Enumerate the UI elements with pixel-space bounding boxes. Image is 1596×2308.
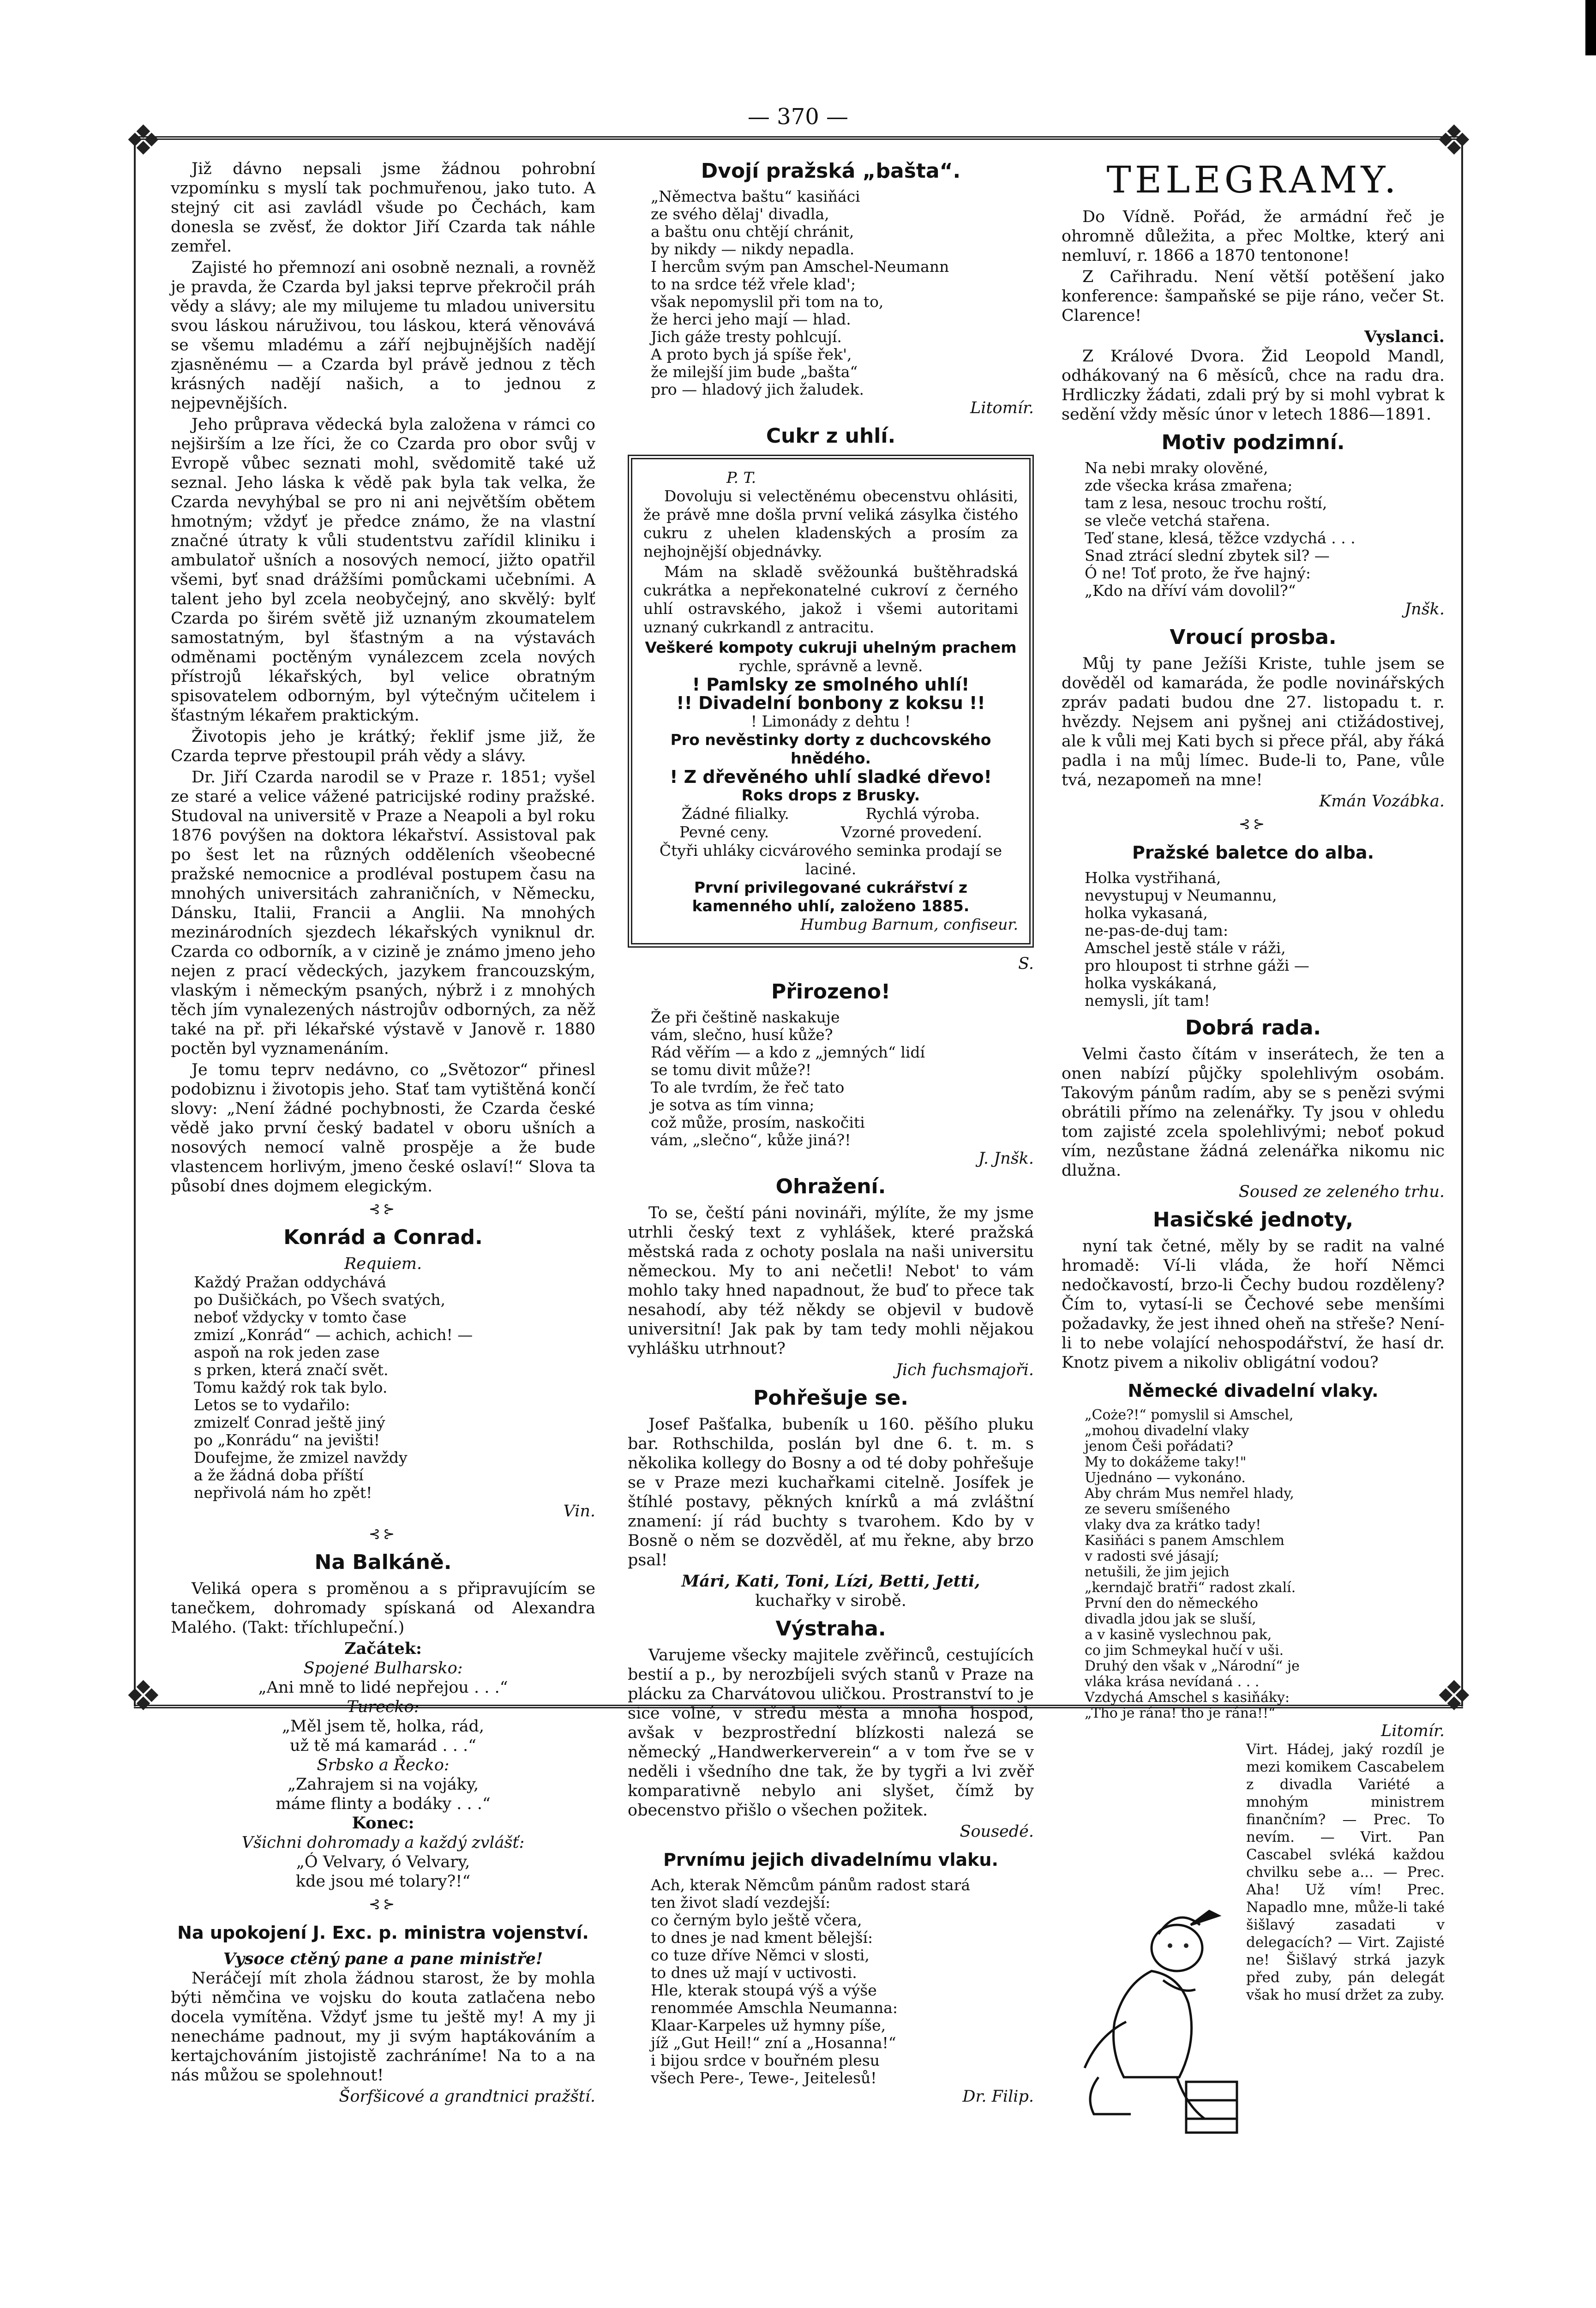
role-line: „Ó Velvary, ó Velvary, kde jsou mé tolary?!“ [295,1853,471,1891]
corner-ornament-icon: ❖ [1435,1672,1473,1720]
role-label: Spojené Bulharsko: [303,1659,463,1677]
signature: Soused ze zeleného trhu. [1238,1183,1445,1201]
article-title: Hasičské jednoty, [1152,1208,1354,1232]
advertisement-box [628,455,1034,948]
article-title: Na Balkáně. [314,1551,452,1574]
signature: Jnšk. [1404,600,1445,619]
obituary-paragraph: Dr. Jiří Czarda narodil se v Praze r. 1851; vyšel ze staré a velice vážené patricijské rodiny pražské. Studoval na universitě v Praze a Neapoli a byl roku 1876 povýšen na doktora lékařství. Assistoval pak po šest let na různých odděleních všeobecné pražské nemocnice a prodléval postupem času na mnohých universitách zahraničních, v Německu, Dánsku, Italii, Francii a Anglii. Na mnohých mezinárodních sjezdech lékařských vyniknul dr. Czarda co odborník, a v cizině je známo jmeno jeho nejen z prací vědeckých, jazykem francouzským, vlaským i německým psaných, nýbrž i z mnohých těch jím vynalezených nástrojův odborných, za něž také na př. při lékařské výstavě v Janově r. 1880 poctěn byl vyznamenáním. [171,768,595,1058]
ad-text: Žádné filialky. [681,805,789,823]
column-2 [628,159,1034,2106]
separator-ornament: ⊰⊱ [368,1896,398,1912]
poem: „Němectva baštu“ kasiňáci ze svého dělaj' divadla, a baštu onu chtějí chránit, by nikdy — nikdy nepadla. I hercům svým pan Amschel-Neumann to na srdce též vřele klad'; však nepomyslil při tom na to, že herci jeho mají — hlad. Jich gáže tresty pohlcují. A proto bych já spíše řek', že milejší jim bude „bašta“ pro — hladový jich žaludek. [651,187,949,398]
signature: Jich fuchsmajoři. [895,1361,1034,1379]
article-title: Dvojí pražská „bašta“. [701,159,961,183]
poem: „Coże?!“ pomyslil si Amschel, „mohou divadelní vlaky jenom Češi pořádati? My to dokážeme taky!" Ujednáno — vykonáno. Aby chrám Mus nemřel hlady, ze severu smíšeného vlaky dva za krátko tady! Kasiňáci s panem Amschlem v radosti své jásají; netušili, že jim jejich „kerndajč bratři“ radost zkalí. První den do německého divadla jdou jak se sluší, a v kasině vyslechnou pak, co jim Schmeykal hučí v uši. Druhý den však v „Národní“ je vláka krása nevídaná . . . Vzdychá Amschel s kasiňáky: „Tho je rána! tho je rána!!“ [1085,1407,1300,1721]
role-line: „Zahrajem si na vojáky, máme flinty a bodáky . . .“ [276,1775,491,1813]
ad-text: ! Limonády z dehtu ! [750,712,911,730]
ad-headline: !! Divadelní bonbony z koksu !! [676,693,985,713]
separator-ornament: ⊰⊱ [1238,816,1268,832]
poem: Ach, kterak Němcům pánům radost stará ten život sladí vezdejší: co černým bylo ještě včera, to dnes je nad kment bělejší: co tuze dříve Němci v slosti, to dnes už mají v uctivosti. Hle, kterak stoupá výš a výše renommée Amschla Neumanna: Klaar-Karpeles už hymny píše, jíž „Gut Heil!“ zní a „Hosanna!“ i bijou srdce v bouřném plesu všech Pere-, Tewe-, Jeitelesů! [651,1876,971,2087]
article-text: Můj ty pane Ježíši Kriste, tuhle jsem se dověděl od kamaráda, že podle novinářských zpráv padati budou dne 27. listopadu t. r. hvězdy. Nejsem ani pyšnej ani ctižádostivej, ale k vůli mej Kati bych si přece přál, aby řáká padla i na můj límec. Bude-li to, Pane, vůle tvá, nezapomeň na mne! [1062,655,1445,789]
article-text: Velmi často čítám v inserátech, že ten a onen nabízí půjčky spolehlivým osobám. Takovým pánům radím, aby se s penězi svými obrátili přímo na zelenářky. Ty jsou v ohledu tom zajisté zcela spolehlivými; neboť pokud vím, nezůstane žádná zelenářka nikomu nic dlužna. [1062,1045,1445,1180]
separator-ornament: ⊰⊱ [368,1526,398,1542]
telegram-text: Do Vídně. Pořád, že armádní řeč je ohromně důležita, a přec Moltke, který ani nemluví, r. 1866 a 1870 tentonone! [1062,208,1445,265]
signature: S. [1018,955,1034,973]
article-title: Prvnímu jejich divadelnímu vlaku. [663,1850,998,1870]
article-text: Neráčejí mít zhola žádnou starost, že by mohla býti němčina ve vojsku do kouta zatlačena nebo docela vymítěna. Vždyť jsme tu ještě my! A my ji nenecháme padnout, my ji svým haptákováním a kertajchováním jistojistě zachráníme! Na to a na nás můžou se spolehnout! [171,1969,595,2085]
obituary-paragraph: Již dávno nepsali jsme žádnou pohrobní vzpomínku s myslí tak pochmuřenou, jako tuto. A stejný cit asi zavládl všude po Čechách, kam donesla se zvěsť, že doktor Jiří Czarda tak náhle zemřel. [171,160,595,256]
corner-ornament-icon: ❖ [125,1672,162,1720]
signature: kuchařky v sirobě. [755,1592,906,1610]
section-label: Začátek: [344,1639,422,1658]
article-subtitle: Requiem. [344,1255,422,1273]
ad-text: rychle, správně a levně. [738,657,923,675]
role-label: Všichni dohromady a každý zvlášť: [241,1833,525,1852]
signature: Dr. Filip. [962,2087,1034,2106]
article-text: Veliká opera s proměnou a s připravujícím se tanečkem, dohromady spískaná od Alexandra Malého. (Takt: tříchlupeční.) [171,1580,595,1637]
column-3 [1062,159,1445,2006]
signature: Sousedé. [960,1822,1034,1841]
dialogue-text: Virt. Hádej, jaký rozdíl je mezi komikem Cascabelem z divadla Variété a mnohým ministrem finančním? — Prec. To nevím. — Virt. Pan Cascabel svléká každou chvilku sebe a... — Prec. Aha! Už vím! Prec. Napadlo mne, může-li také šišlavý zasadati v delegacích? — Virt. Zajisté ne! Šišlavý strká jazyk před zuby, pán delegát však ho musí držet za zuby. [1246,1741,1445,2003]
poem: Holka vystřihaná, nevystupuj v Neumannu, holka vykasaná, ne-pas-de-duj tam: Amschel jestě stále v ráži, pro hloupost ti strhne gáži — holka vyskákaná, nemysli, jít tam! [1085,869,1309,1010]
caricature-illustration-icon [1071,1906,1246,2137]
edge-mark [1585,0,1596,55]
ad-text: Čtyři uhláky cicvárového seminka prodají se laciné. [659,841,1002,878]
poem: Že při češtině naskakuje vám, slečno, husí kůže? Rád věřím — a kdo z „jemných“ lidí se tomu divit může?! To ale tvrdím, že řeč tato je sotva as tím vinna; což může, prosím, naskočiti vám, „slečno“, kůže jiná?! [651,1008,925,1149]
article-text: To se, čeští páni novináři, mýlíte, že my jsme utrhli český text z vyhlášek, které pražská městská rada z ochoty poslala na naši universitu německou. My to ani nečetli! Nebot' to vám mohlo taky hned napadnout, že buď to přece tak nesahodí, aby též někdy se objevil v budově universitní! Jak pak by tam tedy mohli nějakou vyhlášku utrhnout? [628,1204,1034,1358]
article-title: Na upokojení J. Exc. p. ministra vojenství. [177,1923,589,1943]
article-title: Německé divadelní vlaky. [1128,1381,1379,1401]
corner-ornament-icon: ❖ [1435,116,1473,165]
ad-text: Rychlá výroba. [865,805,980,823]
role-line: „Ani mně to lidé nepřejou . . .“ [258,1678,508,1697]
obituary-paragraph: Jeho průprava vědecká byla založena v rámci co nejširším a lze říci, že co Czarda pro obor svůj v Evropě vůbec seznati mohl, svědomitě také už seznal. Jeho láska k vědě pak byla tak velka, že Czarda nevyhýbal se pro ni ani největším obětem hmotným; vždyť je předce známo, že na vlastní značné útraty k vůli studentstvu zařídil kliniku i ambulatoř ušních a nosových nemocí, jižto opatřil všemi, byť snad drážšími pomůckami učebními. A talent jeho byl zcela neobyčejný, ano skvělý: bylť Czarda po širém světě již uznaným zkoumatelem samostatným, byl šťastným a na výstavách odměnami poctěným vynálezcem zcela nových přístrojů lékařských, byl velice obratným spisovatelem odborným, byl výtečným učitelem i šťastným lékařem praktickým. [171,415,595,725]
role-label: Srbsko a Řecko: [317,1756,450,1774]
ad-row [643,805,1018,823]
signature: Litomír. [1381,1722,1445,1740]
ad-headline: Roks drops z Brusky. [741,786,920,804]
signature: Vin. [563,1502,595,1521]
article-title: Dobrá rada. [1185,1016,1321,1040]
article-title: Pohřešuje se. [753,1386,908,1410]
article-title: Konrád a Conrad. [283,1226,483,1249]
ad-text: Mám na skladě svěžounká buštěhradská cukrátka a nepřekonatelné cukroví z černého uhlí ostravského, jakož i všemi autoritami uznaný cukrkandl z antracitu. [643,563,1018,636]
article-subtitle: Vysoce ctěný pane a pane ministře! [223,1949,543,1968]
telegrams-title: TELEGRAMY. [1106,158,1400,201]
role-line: „Měl jsem tě, holka, rád, už tě má kamarád . . .“ [282,1717,485,1755]
article-title: Cukr z uhlí. [766,424,896,448]
telegram-text: Z Cařihradu. Není větší potěšení jako konference: šampaňské se pije ráno, večer St. Clarence! [1062,268,1445,325]
signature: Šorfšicové a grandtnici pražští. [339,2087,595,2106]
obituary-paragraph: Životopis jeho je krátký; řeklif jsme již, že Czarda teprve přestoupil práh vědy a slávy. [171,727,595,765]
poem: Každý Pražan oddychává po Dušičkách, po Všech svatých, neboť vždycky v tomto čase zmizí „Konrád“ — achich, achich! — aspoň na rok jeden zase s prken, která značí svět. Tomu každý rok tak bylo. Letos se to vydařilo: zmizelť Conrad ještě jiný po „Konrádu“ na jevišti! Doufejme, že zmizel navždy a že žádná doba příští nepřivolá nám ho zpět! [194,1273,473,1502]
signature: Vyslanci. [1364,327,1445,346]
article-title: Přirozeno! [771,980,891,1004]
ad-headline: První privilegované cukrářství z kamenného uhlí, založeno 1885. [692,878,970,915]
ad-headline: Veškeré kompoty cukruji uhelným prachem [645,638,1017,656]
ad-text: Pevné ceny. [679,823,769,841]
ad-salutation: P. T. [726,469,756,487]
obituary-paragraph: Je tomu teprv nedávno, co „Světozor“ přinesl podobiznu i životopis jeho. Stať tam vytištěná končí slovy: „Není žádné pochybnosti, že Czarda české vědě jako první český badatel v oboru ušních a nosových nemocí valně prospěje a že bude vlastencem horlivým, jmeno české oslaví!“ Slova ta působí dnes dojmem elegickým. [171,1061,595,1196]
article-title: Vroucí prosba. [1170,625,1337,649]
signature: J. Jnšk. [978,1149,1034,1168]
telegram-text: Z Králové Dvora. Žid Leopold Mandl, odhákovaný na 6 měsíců, chce na radu dra. Hrdliczky žádati, zdali prý by si mohl vybrat k sedění vždy měsíc únor v letech 1886—1891. [1062,347,1445,424]
ad-signature: Humbug Barnum, confiseur. [800,915,1018,933]
ad-text: Dovoluju si velectěnému obecenstvu ohlásiti, že právě mne došla první veliká zásylka čistého cukru z uhelen kladenských a prosím za nejhojnější objednávky. [643,487,1018,560]
article-text: Varujeme všecky majitele zvěřinců, cestujících bestií a p., by nerozbíjeli svých stanů v Praze na plácku za Charvátovou uličkou. Prostranství to je sice volné, v středu města a mnoha hospod, avšak v bezprostřední blízkosti nalezá se německý „Handwerkerverein“ a v tom řve se v neděli i všedního dne tak, že by tygři a lvi zvěř komparativně nebylo ani slyšet, čímž by obecenstvo přišlo o všechen požitek. [628,1646,1034,1820]
column-1 [171,159,595,2106]
article-text: Josef Pašťalka, bubeník u 160. pěšího pluku bar. Rothschilda, poslán byl dne 6. t. m. s několika kollegy do Bosny a od té doby pohřešuje se v Praze mezi kuchařkami citelně. Josífek je štíhlé postavy, pěkných knírků a má zvláštní znamení: jí rád buchty s tvarohem. Kdo by v Bosně o něm se dozvěděl, ať mu řekne, aby brzo psal! [628,1415,1034,1569]
obituary-paragraph: Zajisté ho přemnozí ani osobně neznali, a rovněž je pravda, že Czarda byl jaksi teprve překročil práh vědy a slávy; ale my milujeme tu mladou universitu svou láskou náruživou, tou láskou, která věnovává se všemu mladému a září nejbujnějších nadějí zjasněnému — a Czarda byl právě jednou z těch krásných nadějí našich, a to jednou z nejpevnějších. [171,258,595,413]
article-title: Motiv podzimní. [1161,431,1345,454]
ad-row [643,823,1018,841]
article-title: Výstraha. [775,1617,886,1641]
article-text: nyní tak četné, měly by se radit na valné hromadě: Ví-li vláda, že hoří Němci nedočkavostí, brzo-li Čechy budou rozděleny? Čím to, vytasí-li se Čechové sebe menšími požadavky, že jest ihned oheň na střeše? Není-li to nebe volající nehospodářství, že hasí dr. Knotz pivem a nikoliv obligátní vodou? [1062,1237,1445,1372]
article-title: Pražské baletce do alba. [1132,842,1374,863]
section-label: Konec: [352,1814,414,1833]
role-label: Turecko: [347,1698,420,1716]
ad-headline: Pro nevěstinky dorty z duchcovského hnědého. [670,731,991,767]
ad-headline: ! Z dřevěného uhlí sladké dřevo! [670,767,992,787]
corner-ornament-icon: ❖ [125,116,162,165]
signature: Litomír. [970,399,1034,417]
ad-text: Vzorné provedení. [841,823,983,841]
separator-ornament: ⊰⊱ [368,1201,398,1217]
ad-headline: ! Pamlsky ze smolného uhlí! [692,674,970,695]
signature: Kmán Vozábka. [1319,792,1445,811]
page-number: — 370 — [747,104,849,130]
article-title: Ohražení. [775,1175,886,1198]
poem: Na nebi mraky olověné, zde všecka krása zmařena; tam z lesa, nesouc trochu roští, se vleče vetchá stařena. Teď stane, klesá, těžce vzdychá . . . Snad ztrácí slední zbytek sil? — Ó ne! Toť proto, že řve hajný: „Kdo na dříví vám dovolil?“ [1085,459,1356,600]
signature: Mári, Kati, Toni, Lízi, Betti, Jetti, [681,1572,980,1591]
